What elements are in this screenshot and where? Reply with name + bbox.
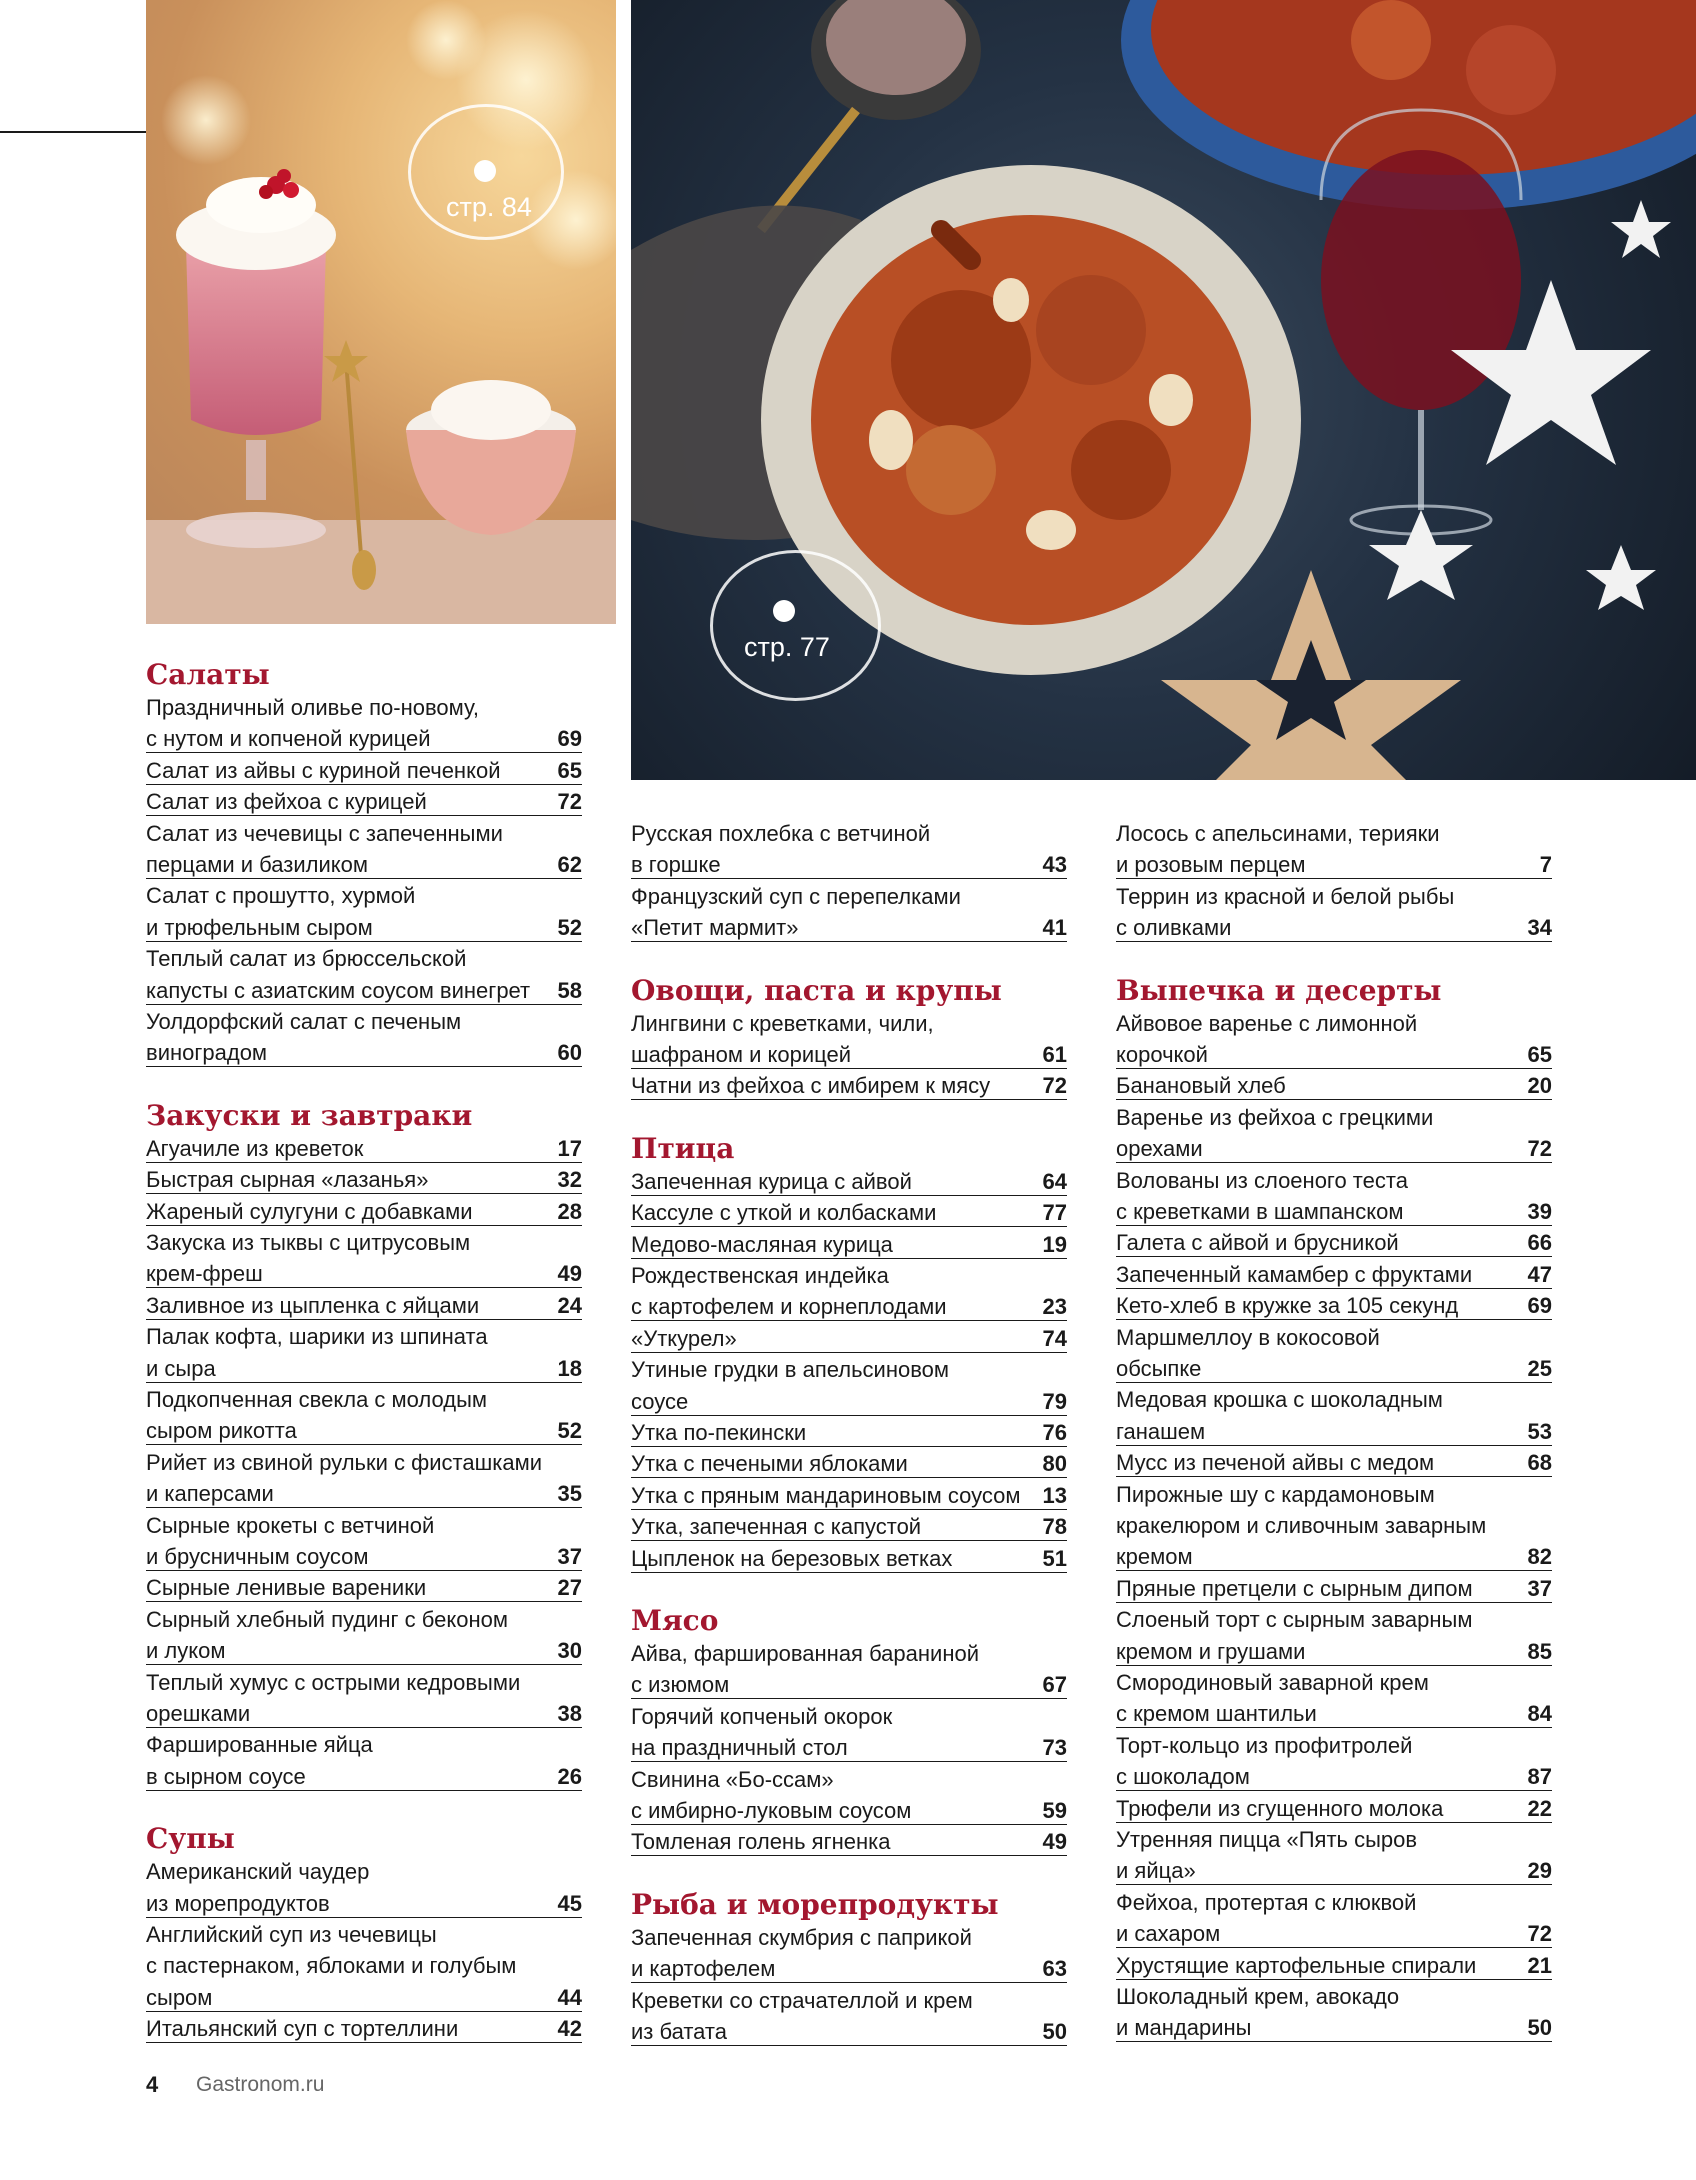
recipe-entry-line[interactable]: Волованы из слоеного теста [1116, 1167, 1408, 1193]
recipe-page-number[interactable]: 38 [557, 1701, 582, 1726]
entry-underline [631, 1320, 1067, 1321]
section-title: Супы [146, 1822, 235, 1856]
entry-underline [631, 1068, 1067, 1069]
recipe-entry-line[interactable]: Английский суп из чечевицы [146, 1922, 437, 1947]
recipe-entry-line[interactable]: Утиные грудки в апельсиновом [631, 1357, 950, 1383]
entry-underline [1116, 1099, 1552, 1100]
recipe-page-number[interactable]: 37 [1527, 1575, 1552, 1601]
recipe-entry-line[interactable]: ганашем [1116, 1418, 1206, 1444]
recipe-page-number[interactable]: 49 [1042, 1829, 1067, 1855]
recipe-entry-line[interactable]: в сырном соусе [146, 1763, 306, 1789]
entry-underline [1116, 1884, 1552, 1885]
entry-underline [1116, 1445, 1552, 1446]
site-name: Gastronom.ru [196, 2073, 325, 2096]
recipe-entry-line[interactable]: Галета с айвой и брусникой [1116, 1230, 1399, 1256]
entry-underline [1116, 1947, 1552, 1948]
recipe-entry-line[interactable]: и каперсами [146, 1481, 274, 1507]
recipe-page-number[interactable]: 29 [1527, 1858, 1552, 1884]
recipe-page-number[interactable]: 50 [1527, 2015, 1552, 2041]
recipe-page-number[interactable]: 42 [557, 2016, 582, 2042]
recipe-entry-line[interactable]: Запеченная курица с айвой [631, 1168, 912, 1194]
recipe-page-number[interactable]: 27 [557, 1575, 582, 1601]
recipe-page-number[interactable]: 69 [557, 726, 582, 752]
entry-underline [146, 1570, 582, 1571]
recipe-page-number[interactable]: 37 [557, 1544, 582, 1569]
page-ref-label[interactable]: стр. 84 [446, 192, 532, 222]
recipe-entry-line[interactable]: Свинина «Бо-ссам» [631, 1766, 834, 1792]
entry-underline [1116, 1570, 1552, 1571]
recipe-entry-line[interactable]: Лосось с апельсинами, терияки [1116, 821, 1440, 846]
recipe-entry-line[interactable]: Заливное из цыпленка с яйцами [146, 1292, 480, 1318]
recipe-entry-line[interactable]: кракелюром и сливочным заварным [1116, 1513, 1487, 1538]
section-title: Закуски и завтраки [146, 1098, 473, 1132]
recipe-page-number[interactable]: 28 [557, 1198, 582, 1224]
recipe-entry-line[interactable]: и картофелем [631, 1956, 776, 1982]
recipe-entry-line[interactable]: Рождественская индейка [631, 1263, 889, 1288]
recipe-entry-line[interactable]: Креветки со страчателлой и крем [631, 1987, 973, 2013]
entry-underline [146, 1790, 582, 1791]
recipe-entry-line[interactable]: Французский суп с перепелками [631, 883, 961, 909]
page-ref-dot [773, 600, 795, 622]
entry-underline [631, 1446, 1067, 1447]
entry-underline [631, 1415, 1067, 1416]
recipe-entry-line[interactable]: с креветками в шампанском [1116, 1199, 1404, 1224]
recipe-entry-line[interactable]: Рийет из свиной рульки с фисташками [146, 1449, 542, 1475]
recipe-entry-line[interactable]: Сырные ленивые вареники [146, 1575, 427, 1601]
recipe-entry-line[interactable]: Жареный сулугуни с добавками [146, 1198, 473, 1224]
recipe-entry-line[interactable]: Банановый хлеб [1116, 1073, 1286, 1099]
recipe-page-number[interactable]: 7 [1539, 852, 1552, 878]
recipe-entry-line[interactable]: Кето-хлеб в кружке за 105 секунд [1116, 1293, 1459, 1319]
page-ref-label[interactable]: стр. 77 [744, 632, 830, 662]
recipe-entry-line[interactable]: сыром [146, 1984, 213, 2010]
entry-underline [146, 2011, 582, 2012]
recipe-page-number[interactable]: 65 [1527, 1042, 1552, 1067]
recipe-entry-line[interactable]: Горячий копченый окорок [631, 1703, 893, 1729]
page-ref-circle [710, 550, 881, 701]
entry-underline [1116, 1382, 1552, 1383]
entry-underline [631, 1258, 1067, 1259]
entry-underline [146, 1225, 582, 1226]
recipe-entry-line[interactable]: кремом и грушами [1116, 1638, 1306, 1664]
recipe-entry-line[interactable]: сыром рикотта [146, 1418, 297, 1444]
recipe-page-number[interactable]: 17 [557, 1135, 582, 1161]
recipe-entry-line[interactable]: Фаршированные яйца [146, 1732, 373, 1758]
recipe-page-number[interactable]: 26 [557, 1763, 582, 1789]
entry-underline [146, 878, 582, 879]
recipe-entry-line[interactable]: перцами и базиликом [146, 852, 368, 877]
entry-underline [631, 1761, 1067, 1762]
recipe-entry-line[interactable]: в горшке [631, 852, 721, 878]
entry-underline [631, 1195, 1067, 1196]
recipe-entry-line[interactable]: Палак кофта, шарики из шпината [146, 1324, 488, 1350]
recipe-page-number[interactable]: 51 [1042, 1545, 1067, 1571]
recipe-entry-line[interactable]: Салат с прошутто, хурмой [146, 883, 416, 909]
recipe-entry-line[interactable]: и яйца» [1116, 1858, 1196, 1884]
recipe-entry-line[interactable]: Слоеный торт с сырным заварным [1116, 1607, 1473, 1633]
recipe-page-number[interactable]: 21 [1527, 1952, 1552, 1978]
recipe-page-number[interactable]: 39 [1527, 1199, 1552, 1224]
recipe-page-number[interactable]: 24 [557, 1292, 582, 1318]
entry-underline [1116, 1256, 1552, 1257]
duck-photo [631, 0, 1696, 780]
entry-underline [146, 1193, 582, 1194]
section-title: Выпечка и десерты [1116, 973, 1442, 1007]
recipe-entry-line[interactable]: и мандарины [1116, 2015, 1252, 2041]
recipe-entry-line[interactable]: Утка, запеченная с капустой [631, 1514, 922, 1540]
recipe-page-number[interactable]: 13 [1042, 1482, 1067, 1508]
entry-underline [1116, 1602, 1552, 1603]
entry-underline [1116, 1476, 1552, 1477]
recipe-entry-line[interactable]: и сахаром [1116, 1921, 1221, 1947]
entry-underline [146, 941, 582, 942]
section-title: Мясо [631, 1604, 719, 1637]
entry-underline [146, 815, 582, 816]
recipe-page-number[interactable]: 79 [1042, 1388, 1067, 1414]
entry-underline [631, 1824, 1067, 1825]
recipe-entry-line[interactable]: Русская похлебка с ветчиной [631, 821, 931, 846]
section-title: Салаты [146, 658, 270, 691]
recipe-entry-line[interactable]: Трюфели из сгущенного молока [1116, 1795, 1444, 1821]
recipe-page-number[interactable]: 49 [557, 1261, 582, 1287]
recipe-entry-line[interactable]: и брусничным соусом [146, 1544, 369, 1569]
recipe-page-number[interactable]: 30 [557, 1638, 582, 1664]
entry-underline [631, 1855, 1067, 1856]
recipe-entry-line[interactable]: Хрустящие картофельные спирали [1116, 1952, 1477, 1978]
recipe-page-number[interactable]: 76 [1042, 1420, 1067, 1445]
recipe-page-number[interactable]: 45 [557, 1890, 582, 1916]
recipe-entry-line[interactable]: Шоколадный крем, авокадо [1116, 1984, 1400, 2009]
recipe-page-number[interactable]: 18 [557, 1355, 582, 1381]
recipe-entry-line[interactable]: с изюмом [631, 1672, 730, 1698]
recipe-entry-line[interactable]: Быстрая сырная «лазанья» [146, 1167, 429, 1193]
recipe-entry-line[interactable]: Медово-масляная курица [631, 1231, 893, 1257]
entry-underline [146, 1319, 582, 1320]
recipe-page-number[interactable]: 73 [1042, 1735, 1067, 1761]
recipe-page-number[interactable]: 52 [557, 1418, 582, 1444]
recipe-page-number[interactable]: 47 [1527, 1261, 1552, 1287]
entry-underline [1116, 1665, 1552, 1666]
recipe-entry-line[interactable]: Утка с печеными яблоками [631, 1451, 908, 1477]
entry-underline [1116, 1162, 1552, 1163]
entry-underline [1116, 1822, 1552, 1823]
entry-underline [146, 1382, 582, 1383]
recipe-entry-line[interactable]: «Уткурел» [631, 1325, 737, 1351]
recipe-entry-line[interactable]: Салат из фейхоа с курицей [146, 789, 427, 815]
entry-underline [631, 1477, 1067, 1478]
recipe-page-number[interactable]: 72 [557, 789, 582, 815]
recipe-page-number[interactable]: 23 [1042, 1294, 1067, 1320]
recipe-entry-line[interactable]: «Петит мармит» [631, 915, 799, 941]
recipe-entry-line[interactable]: Пряные претцели с сырным дипом [1116, 1575, 1473, 1601]
recipe-entry-line[interactable]: кремом [1116, 1544, 1193, 1570]
recipe-entry-line[interactable]: орехами [1116, 1136, 1203, 1162]
recipe-page-number[interactable]: 35 [557, 1481, 582, 1507]
recipe-entry-line[interactable]: Утка с пряным мандариновым соусом [631, 1482, 1021, 1508]
entry-underline [631, 1352, 1067, 1353]
recipe-entry-line[interactable]: Американский чаудер [146, 1859, 370, 1885]
recipe-entry-line[interactable]: Террин из красной и белой рыбы [1116, 883, 1455, 909]
page-number: 4 [146, 2072, 159, 2097]
entry-underline [1116, 1225, 1552, 1226]
entry-underline [1116, 1790, 1552, 1791]
recipe-page-number[interactable]: 44 [557, 1984, 582, 2010]
recipe-entry-line[interactable]: с картофелем и корнеплодами [631, 1294, 947, 1320]
recipe-entry-line[interactable]: с пастернаком, яблоками и голубым [146, 1953, 517, 1979]
entry-underline [1116, 1727, 1552, 1728]
recipe-page-number[interactable]: 65 [557, 757, 582, 783]
recipe-page-number[interactable]: 20 [1527, 1073, 1552, 1099]
entry-underline [146, 752, 582, 753]
recipe-page-number[interactable]: 66 [1527, 1230, 1552, 1256]
recipe-entry-line[interactable]: Кассуле с уткой и колбасками [631, 1200, 937, 1226]
recipe-entry-line[interactable]: Праздничный оливье по-новому, [146, 695, 479, 720]
recipe-page-number[interactable]: 41 [1042, 915, 1067, 941]
recipe-entry-line[interactable]: Уолдорфский салат с печеным [146, 1009, 462, 1034]
recipe-page-number[interactable]: 87 [1527, 1764, 1552, 1790]
recipe-page-number[interactable]: 84 [1527, 1701, 1552, 1727]
recipe-entry-line[interactable]: Салат из айвы с куриной печенкой [146, 757, 501, 783]
recipe-entry-line[interactable]: виноградом [146, 1040, 268, 1066]
entry-underline [1116, 1319, 1552, 1320]
recipe-entry-line[interactable]: Маршмеллоу в кокосовой [1116, 1324, 1380, 1350]
recipe-entry-line[interactable]: Сырный хлебный пудинг с беконом [146, 1606, 509, 1632]
recipe-entry-line[interactable]: Лингвини с креветками, чили, [631, 1010, 934, 1036]
recipe-entry-line[interactable]: Смородиновый заварной крем [1116, 1670, 1429, 1695]
recipe-page-number[interactable]: 53 [1527, 1418, 1552, 1444]
recipe-entry-line[interactable]: Сырные крокеты с ветчиной [146, 1512, 435, 1538]
recipe-page-number[interactable]: 43 [1042, 852, 1067, 878]
recipe-entry-line[interactable]: и сыра [146, 1355, 216, 1381]
page-ref-dot [474, 160, 496, 182]
recipe-entry-line[interactable]: Запеченная скумбрия с паприкой [631, 1924, 972, 1950]
recipe-entry-line[interactable]: Агуачиле из креветок [146, 1135, 364, 1161]
section-title: Рыба и морепродукты [631, 1887, 999, 1921]
recipe-page-number[interactable]: 67 [1042, 1672, 1067, 1698]
entry-underline [146, 784, 582, 785]
entry-underline [146, 1162, 582, 1163]
recipe-entry-line[interactable]: с оливками [1116, 915, 1232, 941]
recipe-page-number[interactable]: 22 [1527, 1795, 1552, 1821]
recipe-entry-line[interactable]: Итальянский суп с тортеллини [146, 2016, 459, 2042]
recipe-page-number[interactable]: 80 [1042, 1451, 1067, 1477]
recipe-page-number[interactable]: 61 [1042, 1042, 1067, 1067]
entry-underline [146, 1066, 582, 1067]
entry-underline [631, 2045, 1067, 2046]
recipe-entry-line[interactable]: Айвовое варенье с лимонной [1116, 1010, 1418, 1036]
recipe-page-number[interactable]: 34 [1527, 915, 1552, 941]
section-title: Овощи, паста и крупы [631, 973, 1002, 1007]
recipe-page-number[interactable]: 62 [557, 852, 582, 877]
recipe-page-number[interactable]: 72 [1527, 1136, 1552, 1162]
recipe-entry-line[interactable]: Чатни из фейхоа с имбирем к мясу [631, 1073, 991, 1099]
recipe-entry-line[interactable]: из морепродуктов [146, 1890, 330, 1916]
recipe-page-number[interactable]: 52 [557, 914, 582, 940]
recipe-entry-line[interactable]: корочкой [1116, 1042, 1208, 1067]
recipe-entry-line[interactable]: и розовым перцем [1116, 852, 1306, 878]
recipe-page-number[interactable]: 60 [557, 1040, 582, 1066]
recipe-entry-line[interactable]: соусе [631, 1388, 689, 1414]
recipe-entry-line[interactable]: с имбирно-луковым соусом [631, 1798, 912, 1823]
recipe-entry-line[interactable]: Пирожные шу с кардамоновым [1116, 1481, 1435, 1507]
recipe-entry-line[interactable]: Варенье из фейхоа с грецкими [1116, 1104, 1434, 1130]
recipe-page-number[interactable]: 72 [1527, 1921, 1552, 1947]
entry-underline [631, 1698, 1067, 1699]
recipe-page-number[interactable]: 85 [1527, 1638, 1552, 1664]
recipe-entry-line[interactable]: Мусс из печеной айвы с медом [1116, 1450, 1435, 1476]
recipe-entry-line[interactable]: Утренняя пицца «Пять сыров [1116, 1827, 1418, 1852]
recipe-entry-line[interactable]: Теплый хумус с острыми кедровыми [146, 1669, 521, 1695]
recipe-entry-line[interactable]: Айва, фаршированная бараниной [631, 1641, 979, 1666]
entry-underline [146, 1664, 582, 1665]
recipe-entry-line[interactable]: Медовая крошка с шоколадным [1116, 1387, 1443, 1413]
recipe-page-number[interactable]: 59 [1042, 1798, 1067, 1823]
recipe-page-number[interactable]: 68 [1527, 1450, 1552, 1476]
recipe-entry-line[interactable]: Томленая голень ягненка [631, 1829, 891, 1855]
recipe-entry-line[interactable]: из батата [631, 2019, 727, 2044]
recipe-entry-line[interactable]: орешками [146, 1701, 251, 1726]
entry-underline [631, 1982, 1067, 1983]
recipe-page-number[interactable]: 25 [1527, 1356, 1552, 1381]
recipe-page-number[interactable]: 19 [1042, 1231, 1067, 1257]
recipe-page-number[interactable]: 69 [1527, 1293, 1552, 1319]
recipe-page-number[interactable]: 63 [1042, 1956, 1067, 1982]
entry-underline [146, 1917, 582, 1918]
entry-underline [1116, 1979, 1552, 1980]
recipe-page-number[interactable]: 82 [1527, 1544, 1552, 1570]
recipe-entry-line[interactable]: Запеченный камамбер с фруктами [1116, 1261, 1473, 1287]
recipe-entry-line[interactable]: на праздничный стол [631, 1735, 848, 1761]
entry-underline [631, 1099, 1067, 1100]
recipe-entry-line[interactable]: крем-фреш [146, 1261, 263, 1287]
entry-underline [1116, 1288, 1552, 1289]
recipe-entry-line[interactable]: Утка по-пекински [631, 1420, 807, 1445]
recipe-entry-line[interactable]: с кремом шантильи [1116, 1701, 1317, 1727]
recipe-entry-line[interactable]: капусты с азиатским соусом винегрет [146, 977, 531, 1003]
recipe-entry-line[interactable]: и трюфельным сыром [146, 914, 373, 940]
entry-underline [631, 1226, 1067, 1227]
entry-underline [146, 1287, 582, 1288]
entry-underline [631, 941, 1067, 942]
entry-underline [631, 878, 1067, 879]
entry-underline [146, 1004, 582, 1005]
entry-underline [631, 1540, 1067, 1541]
entry-underline [1116, 941, 1552, 942]
recipe-entry-line[interactable]: Закуска из тыквы с цитрусовым [146, 1230, 471, 1255]
entry-underline [146, 2042, 582, 2043]
recipe-entry-line[interactable]: с шоколадом [1116, 1764, 1250, 1790]
recipe-page-number[interactable]: 64 [1042, 1168, 1067, 1194]
entry-underline [1116, 1068, 1552, 1069]
entry-underline [146, 1601, 582, 1602]
recipe-entry-line[interactable]: Торт-кольцо из профитролей [1116, 1732, 1413, 1758]
recipe-entry-line[interactable]: Фейхоа, протертая с клюквой [1116, 1889, 1417, 1915]
entry-underline [146, 1727, 582, 1728]
entry-underline [1116, 2041, 1552, 2042]
recipe-entry-line[interactable]: обсыпке [1116, 1356, 1202, 1381]
recipe-page-number[interactable]: 74 [1042, 1325, 1067, 1351]
entry-underline [146, 1507, 582, 1508]
recipe-entry-line[interactable]: Теплый салат из брюссельской [146, 946, 467, 972]
dessert-photo [146, 0, 616, 624]
recipe-page-number[interactable]: 50 [1042, 2019, 1067, 2044]
recipe-page-number[interactable]: 72 [1042, 1073, 1067, 1099]
recipe-entry-line[interactable]: шафраном и корицей [631, 1042, 851, 1067]
dessert-illustration [146, 0, 616, 624]
recipe-page-number[interactable]: 58 [557, 977, 582, 1003]
recipe-page-number[interactable]: 32 [557, 1167, 582, 1193]
recipe-entry-line[interactable]: с нутом и копченой курицей [146, 726, 431, 752]
recipe-entry-line[interactable]: Цыпленок на березовых ветках [631, 1545, 953, 1571]
entry-underline [631, 1509, 1067, 1510]
entry-underline [631, 1572, 1067, 1573]
entry-underline [146, 1444, 582, 1445]
recipe-page-number[interactable]: 78 [1042, 1514, 1067, 1540]
recipe-page-number[interactable]: 77 [1042, 1200, 1067, 1226]
recipe-entry-line[interactable]: Салат из чечевицы с запеченными [146, 820, 503, 846]
section-title: Птица [631, 1131, 735, 1165]
recipe-entry-line[interactable]: и луком [146, 1638, 226, 1664]
recipe-entry-line[interactable]: Подкопченная свекла с молодым [146, 1387, 488, 1412]
entry-underline [1116, 878, 1552, 879]
